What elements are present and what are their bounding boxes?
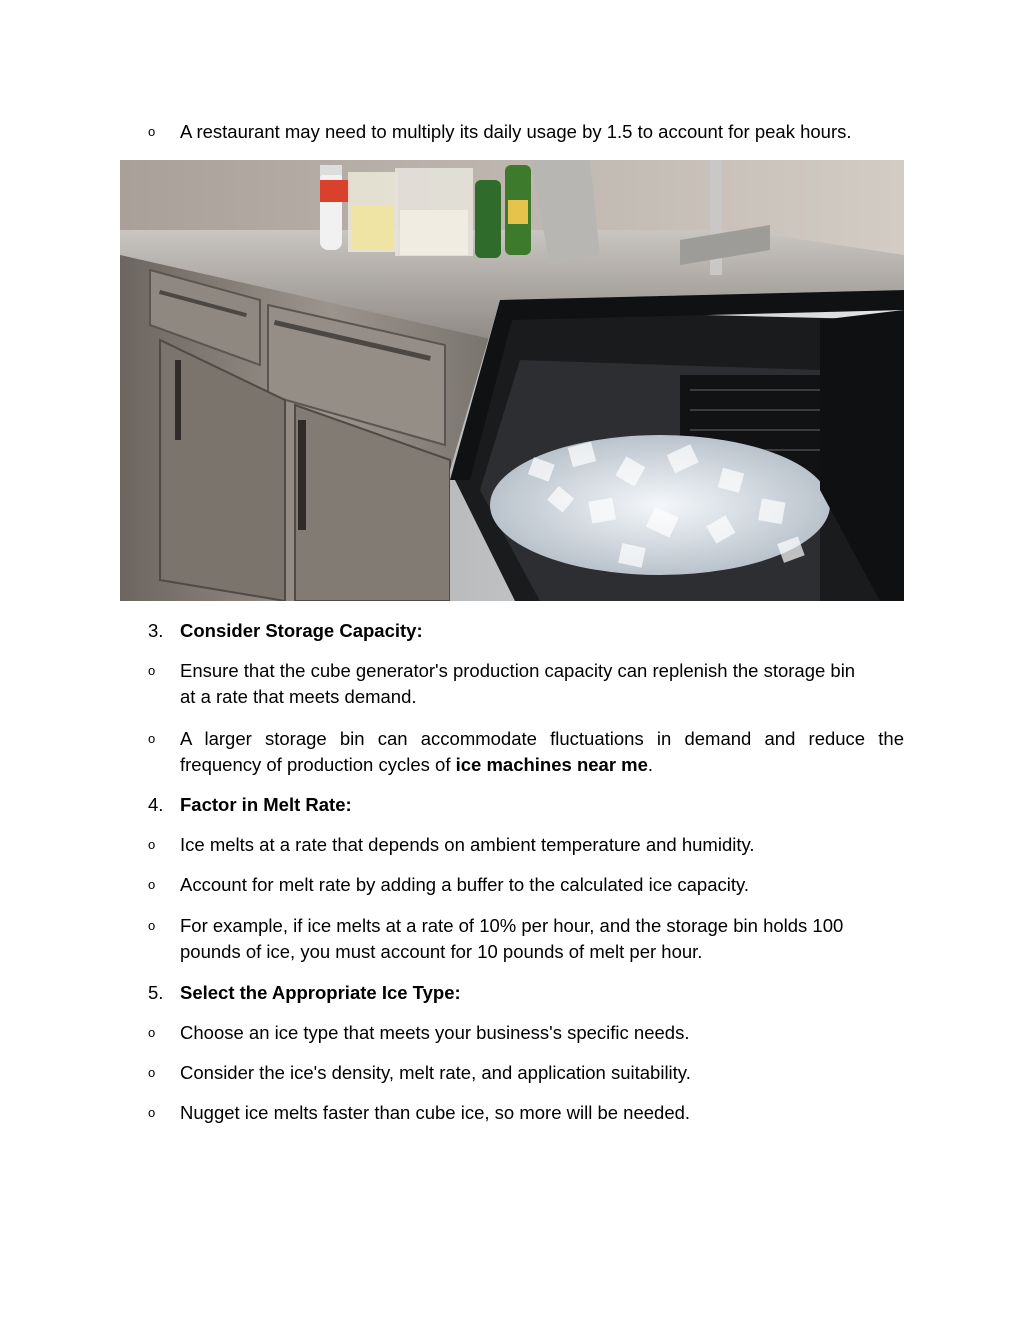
- bullet-text: Consider the ice's density, melt rate, and application suitability.: [180, 1062, 691, 1083]
- section-heading: [148, 980, 904, 1006]
- list-item: [148, 119, 904, 145]
- ice-machine-photo: [120, 160, 904, 601]
- heading-text: Consider Storage Capacity:: [180, 620, 423, 641]
- list-item: [148, 913, 904, 965]
- section-heading: [148, 618, 904, 644]
- bullet-text: .: [647, 754, 654, 775]
- bullet-marker: o: [148, 1065, 156, 1080]
- bullet-marker: o: [148, 877, 156, 892]
- bullet-text-line: pounds of ice, you must account for 10 pounds of melt per hour.: [180, 941, 703, 962]
- bullet-marker: o: [148, 124, 156, 139]
- bullet-marker: o: [148, 663, 156, 678]
- bullet-text: frequency of production cycles of: [180, 754, 456, 775]
- list-item: [148, 658, 904, 710]
- list-number: 5.: [148, 982, 164, 1003]
- bullet-text: Nugget ice melts faster than cube ice, so more will be needed.: [180, 1102, 691, 1123]
- bullet-text: A restaurant may need to multiply its daily usage by 1.5 to account for peak hours.: [180, 121, 852, 142]
- section-heading: [148, 792, 904, 818]
- heading-text: Factor in Melt Rate:: [180, 794, 352, 815]
- bullet-marker: o: [148, 731, 156, 746]
- bullet-text: Choose an ice type that meets your business's specific needs.: [180, 1022, 690, 1043]
- bullet-text: Account for melt rate by adding a buffer to the calculated ice capacity.: [180, 874, 750, 895]
- bullet-marker: o: [148, 837, 156, 852]
- bullet-text: Ice melts at a rate that depends on ambient temperature and humidity.: [180, 834, 755, 855]
- heading-text: Select the Appropriate Ice Type:: [180, 982, 461, 1003]
- list-item: [148, 872, 904, 898]
- bullet-marker: o: [148, 918, 156, 933]
- list-item: [148, 1020, 904, 1046]
- bullet-text-line: [180, 752, 904, 778]
- list-number: 3.: [148, 620, 164, 641]
- bullet-text-line: For example, if ice melts at a rate of 10% per hour, and the storage bin holds 100: [180, 915, 844, 936]
- list-item: [148, 1100, 904, 1126]
- bullet-text-line: A larger storage bin can accommodate fluctuations in demand and reduce the: [180, 728, 904, 749]
- keyword-link-text: ice machines near me: [455, 754, 648, 775]
- list-number: 4.: [148, 794, 164, 815]
- bullet-marker: o: [148, 1105, 156, 1120]
- bullet-text-line: Ensure that the cube generator's production capacity can replenish the storage bin: [180, 660, 856, 681]
- bullet-marker: o: [148, 1025, 156, 1040]
- list-item: [148, 1060, 904, 1086]
- list-item: [148, 726, 904, 778]
- bullet-text-line: at a rate that meets demand.: [180, 686, 417, 707]
- list-item: [148, 832, 904, 858]
